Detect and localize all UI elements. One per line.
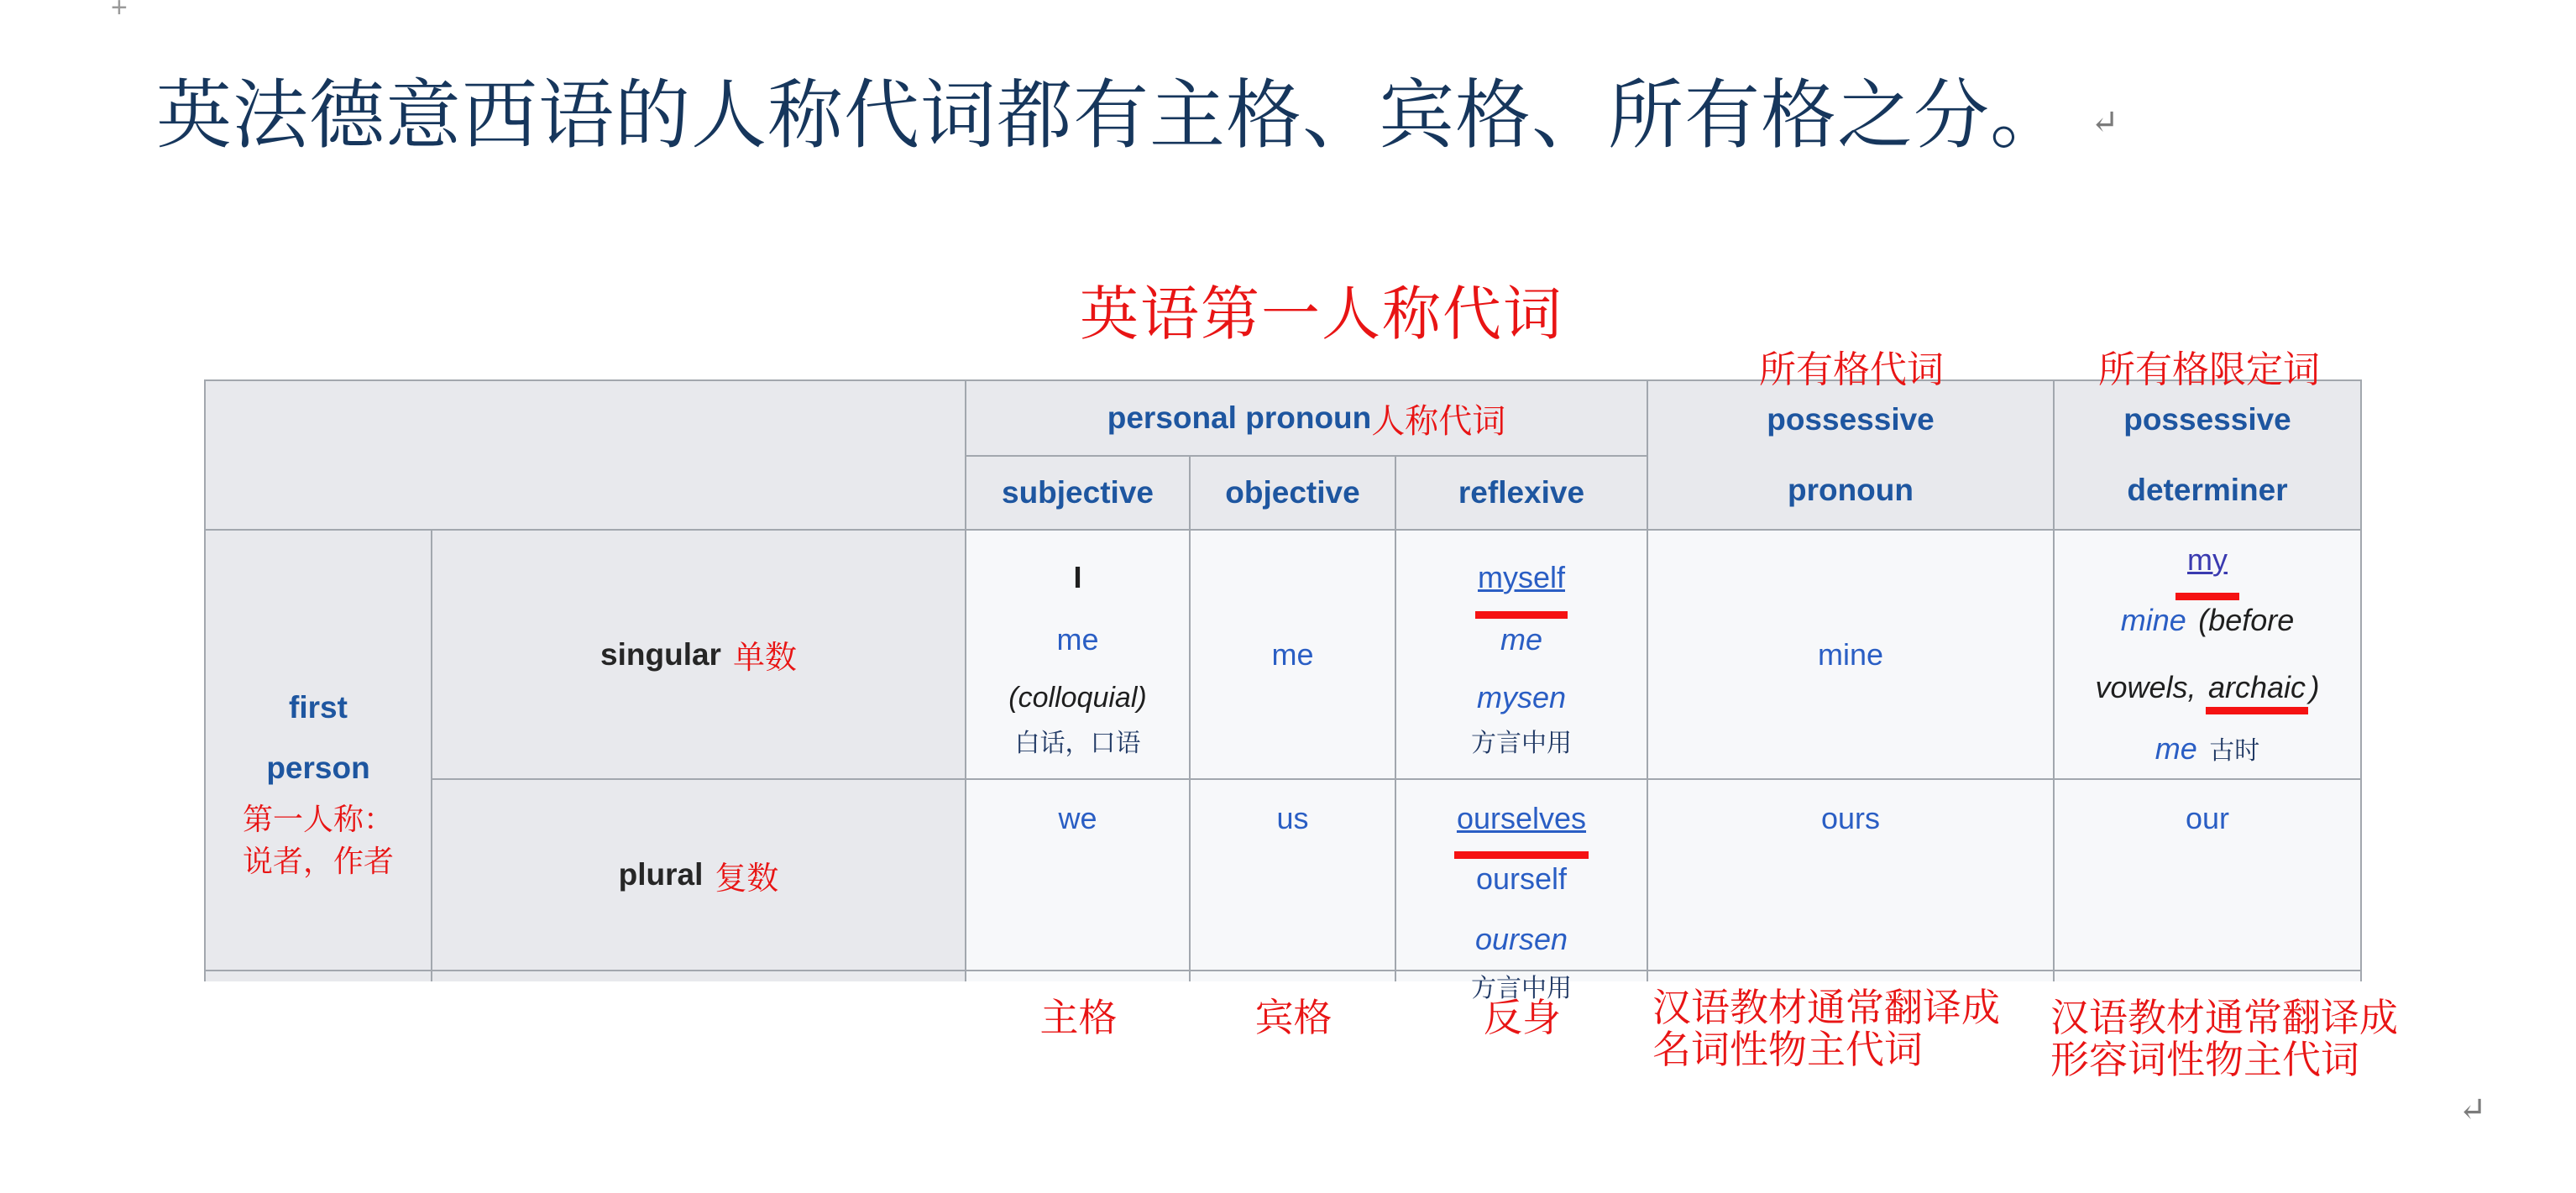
header-objective [1191,457,1395,529]
cell-plural-reflexive [1396,780,1647,1002]
note-paren-close: ) [2309,669,2320,704]
word-me-colloquial: me [1056,621,1099,657]
note-before: (before [2198,602,2295,637]
header-possessive-determiner-line1: possessive [2123,402,2291,437]
stub-first-line2: person [266,750,370,785]
note-colloquial-cn: 白话，口语 [1014,729,1141,757]
annotation-pp-bottom-line1: 汉语教材通常翻译成 [1652,986,2000,1029]
word-our: our [2185,801,2230,835]
annotation-subjective-bottom: 主格 [1039,997,1118,1039]
table-caption: 英语第一人称代词 [1080,283,1563,348]
cell-plural-subjective [966,780,1189,970]
stray-cursor-mark: + [111,0,128,24]
note-dialect-cn-plural: 方言中用 [1471,975,1572,1002]
note-dialect-cn: 方言中用 [1471,729,1572,757]
header-possessive-pronoun [1648,381,2053,529]
word-mine-archaic: mine [2120,602,2186,637]
word-ours: ours [1820,801,1881,835]
word-myself: myself [1478,547,1565,609]
note-colloquial: (colloquial) [1008,681,1147,714]
cell-singular-possessive-pronoun [1648,531,2053,778]
stub-singular-cn: 单数 [732,641,797,676]
annotation-reflexive-bottom: 反身 [1484,997,1561,1039]
note-vowels: vowels, [2095,669,2196,704]
word-us: us [1276,801,1309,835]
header-possessive-determiner [2055,381,2360,529]
cell-singular-subjective [966,531,1189,778]
header-personal-pronoun [966,381,1647,455]
header-personal-pronoun-cn: 人称代词 [1371,401,1506,440]
note-ancient-cn: 古时 [2209,736,2260,765]
det-line3 [2095,657,2319,725]
word-we: we [1058,801,1097,835]
word-I: I [1073,559,1082,594]
sliver-cell [2055,971,2360,981]
sliver-cell [966,971,1189,981]
word-ourselves: ourselves [1457,788,1586,849]
word-me: me [1271,636,1314,672]
annotation-det-bottom-line2: 形容词性物主代词 [2050,1039,2359,1081]
stub-singular-en: singular [600,636,721,672]
annotation-possessive-pronoun-top: 所有格代词 [1759,349,1944,390]
det-line2 [2121,590,2295,657]
annotation-pp-bottom-line2: 名词性物主代词 [1652,1028,1923,1071]
header-personal-pronoun-en: personal pronoun [1107,400,1372,435]
header-blank-cell [206,381,965,529]
cell-plural-possessive-pronoun [1648,780,2053,970]
annotation-objective-bottom: 宾格 [1254,997,1333,1039]
header-subjective [966,457,1189,529]
word-oursen: oursen [1474,922,1568,956]
header-reflexive [1396,457,1647,529]
sliver-cell [1648,971,2053,981]
stub-plural [432,780,965,970]
word-me-archaic: me [2155,730,2197,766]
stub-first-cn2: 说者，作者 [242,844,394,878]
word-my: my [2187,530,2228,590]
word-me-reflexive: me [1500,621,1542,657]
annotation-possessive-determiner-bottom [2050,997,2398,1081]
annotation-possessive-pronoun-bottom [1652,987,2000,1071]
cell-singular-objective [1191,531,1395,778]
header-objective-label: objective [1225,475,1360,510]
stub-first-person [206,531,431,970]
note-archaic: archaic [2207,669,2306,704]
annotation-possessive-determiner-top: 所有格限定词 [2098,349,2320,390]
sliver-cell [432,971,965,981]
annotation-det-bottom-line1: 汉语教材通常翻译成 [2050,997,2398,1039]
stub-plural-en: plural [618,857,704,892]
return-mark-icon: ↵ [2091,103,2119,141]
word-mine: mine [1817,636,1884,672]
cell-singular-reflexive [1396,531,1647,778]
word-ourself: ourself [1475,861,1568,896]
sliver-cell [206,971,431,981]
sliver-cell [1191,971,1395,981]
pronoun-table [204,379,2362,1002]
header-subjective-label: subjective [1002,475,1154,510]
stub-singular [432,531,965,778]
det-line4 [2155,725,2259,780]
cell-plural-possessive-determiner [2055,780,2360,970]
cell-plural-objective [1191,780,1395,970]
stub-first-cn1: 第一人称： [242,802,394,836]
cell-singular-possessive-determiner [2055,531,2360,778]
header-possessive-pronoun-line1: possessive [1767,402,1935,437]
header-possessive-pronoun-line2: pronoun [1787,473,1914,507]
header-possessive-determiner-line2: determiner [2127,473,2288,507]
stub-plural-cn: 复数 [715,861,779,897]
return-mark-icon: ↵ [2458,1091,2487,1128]
word-mysen: mysen [1476,679,1567,714]
stub-first-line1: first [289,689,348,725]
header-reflexive-label: reflexive [1458,475,1585,510]
page-title: 英法德意西语的人称代词都有主格、宾格、所有格之分。 [156,75,2066,158]
